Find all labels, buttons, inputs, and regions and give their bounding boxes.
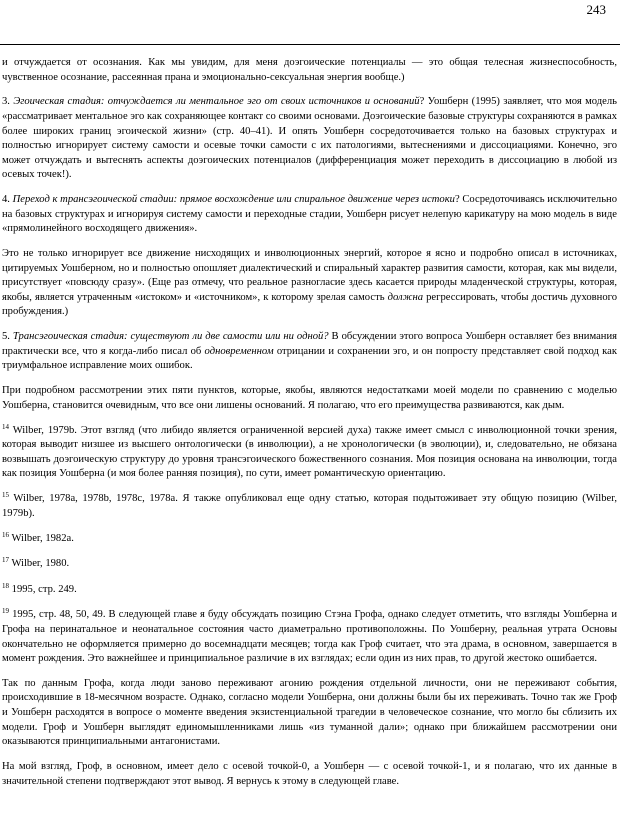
paragraph-spiral [2, 247, 617, 320]
footnote-15 [2, 492, 617, 521]
point-text: ? Уошберн (1995) заявляет, что моя модель «рассматривает ментальное эго как сохраняющее контакт со своими основами. Доэгоические базовые структуры сохраняются в рамках более широких границ эгоической жизни» (стр. 40–41). И опять Уошберн сосредоточивается только на базовых структурах и полностью игнорирует систему самости и осевые точки самости с их патологиями, вытеснениями и диссоциациями. Конечно, эго может отчуждать и вытеснять аспекты доэгоических потенциалов (дифференциация может переходить в диссоциацию в любой из осевых точек!). [2, 96, 618, 181]
paragraph-text: Это не только игнорирует все движение нисходящих и инволюционных энергий, которое я ясно и подробно описал в источниках, цитируемых Уошберном, но и полностью опошляет диалектический и спиральный характер развития самости, которая, как мы видели, присутствует «повсюду сразу». (Еще раз отмечу, что реальное разногласие здесь касается природы младенческой структуры, которая, якобы, является утраченным «истоком» и «источником», к которому зрелая самость [2, 248, 617, 303]
paragraph-point-3 [2, 95, 617, 183]
point-heading: Эгоическая стадия: отчуждается ли ментальное эго от своих источников и оснований [13, 96, 420, 108]
paragraph-text: регрессировать, чтобы достичь духовного пробуждения.) [2, 291, 617, 318]
footnote-text: Wilber, 1978a, 1978b, 1978c, 1978a. Я также опубликовал еще одну статью, которая подытоживает эту общую позицию (Wilber, 1979b). [2, 493, 617, 519]
footnote-text: Wilber, 1980. [9, 558, 70, 570]
emphasis: одновременном [204, 345, 274, 357]
footnote-continuation-last: На мой взгляд, Гроф, в основном, имеет дело с осевой точкой-0, а Уошберн — с осевой точкой-1, и я полагаю, что их данные в значительной степени подтверждают этот вывод. Я вернусь к этому в следующей главе. [2, 761, 617, 787]
point-number: 5. [2, 331, 13, 343]
footnote-mark: 17 [2, 556, 9, 565]
footnote-text: Wilber, 1982a. [9, 532, 74, 544]
page-body [2, 56, 617, 799]
header-rule [0, 44, 620, 45]
footnote-mark: 15 [2, 491, 9, 500]
footnote-17 [2, 557, 617, 572]
footnote-text: Wilber, 1979b. Этот взгляд (что либидо является ограниченной версией духа) также имеет смысл с инволюционной точки зрения, которая выводит низшее из высшего онтологически (в инволюции), а не хронологически (в эволюции), и, следовательно, не обязана возвышать доэгоическую структуру до уровня трансэгоического божественного сознания. Моя позиция основана на инволюции, тогда как позиция Уошберна (и моя более ранняя позиция), по сути, имеет романтическую ориентацию. [2, 424, 617, 480]
emphasis: должна [387, 291, 424, 303]
footnote-14 [2, 424, 617, 482]
footnote-text: 1995, стр. 48, 50, 49. В следующей главе я буду обсуждать позицию Стэна Грофа, однако следует отметить, что взгляды Уошберна и Грофа на перинатальное и неонатальное состояния часто диаметрально противоположны. По Уошберну, реальная утрата Основы окончательно не оформляется примерно до восемнадцати месяцев; тогда как Гроф считает, что эта драма, в основном, завершается в момент рождения. Это важнейшее и принципиальное различие в их взглядах; если один из них прав, то другой жестоко ошибается. [2, 609, 617, 665]
paragraph-continuation: и отчуждается от осознания. Как мы увидим, для меня доэгоические потенциалы — это общая телесная жизнеспособность, чувственное осознание, рассеянная прана и эмоционально-сексуальная энергия вообще.) [2, 57, 617, 83]
footnote-mark: 14 [2, 422, 9, 431]
footnote-mark: 19 [2, 607, 9, 616]
footnote-mark: 16 [2, 530, 9, 539]
footnote-18 [2, 583, 617, 598]
footnote-16 [2, 532, 617, 547]
point-text: ? Сосредоточиваясь исключительно на базовых структурах и игнорируя систему самости и переходные стадии, Уошберн рисует нелепую карикатуру на мою модель в виде «прямолинейного восходящего движения». [2, 194, 618, 235]
paragraph-conclusion: При подробном рассмотрении этих пяти пунктов, которые, якобы, являются недостатками моей модели по сравнению с моделью Уошберна, становится очевидным, что все они лишены оснований. Я полагаю, что его преимущества развиваются, как дым. [2, 385, 617, 411]
paragraph-point-5 [2, 330, 617, 374]
footnote-text: 1995, стр. 249. [9, 583, 77, 595]
footnote-continuation: Так по данным Грофа, когда люди заново переживают агонию рождения отдельной личности, они не переживают события, происходившие в 18-месячном возрасте. Однако, согласно модели Уошберна, они должны были бы их переживать. Точно так же Гроф и Уошберн расходятся в вопросе о моменте введения экзистенциальной трагедии в человеческое сознание, что могло бы сблизить их модели. Гроф и Уошберн выглядят единомышленниками лишь «из туманной дали»; однако при ближайшем рассмотрении они оказываются принципиальными антагонистами. [2, 677, 617, 748]
footnote-19 [2, 608, 617, 666]
page-number: 243 [586, 2, 606, 17]
point-number: 4. [2, 194, 13, 206]
paragraph-point-4 [2, 193, 617, 237]
point-heading: Трансэгоическая стадия: существуют ли две самости или ни одной? [12, 331, 329, 343]
footnote-mark: 18 [2, 581, 9, 590]
point-number: 3. [2, 96, 14, 108]
point-heading: Переход к трансэгоической стадии: прямое восхождение или спиральное движение через истоки [12, 194, 455, 206]
point-text: отрицании и сохранении эго, и он попросту представляет свой подход как триумфальное исправление моих ошибок. [2, 345, 618, 372]
point-text: В обсуждении этого вопроса Уошберн оставляет без внимания практически все, что я когда-либо писал об [2, 331, 618, 357]
